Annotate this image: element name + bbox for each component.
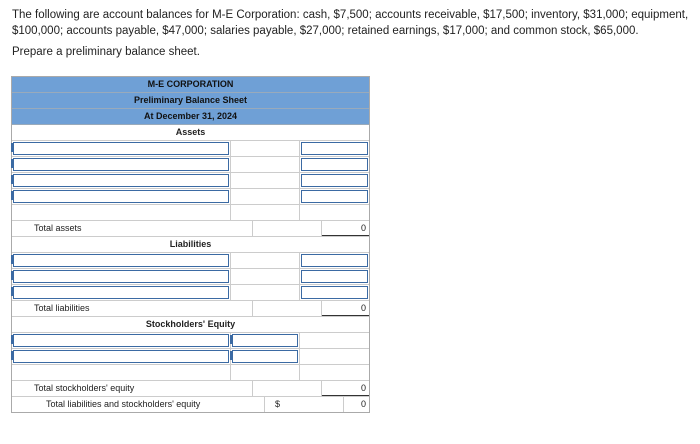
- asset-account-input[interactable]: [13, 142, 229, 155]
- total-liabilities-row: [12, 301, 369, 317]
- total-equity-row: [12, 381, 369, 397]
- company-name: M-E CORPORATION: [12, 77, 369, 93]
- blank-row: [12, 365, 369, 381]
- instruction-text: Prepare a preliminary balance sheet.: [12, 46, 200, 58]
- row-marker-icon: [11, 191, 13, 200]
- total-assets-value: 0: [322, 221, 369, 236]
- row-marker-icon: [11, 335, 13, 344]
- total-le-currency: $: [265, 397, 344, 412]
- equity-amount-input[interactable]: [232, 334, 298, 347]
- asset-amount-input[interactable]: [301, 158, 368, 171]
- liability-account-input[interactable]: [13, 286, 229, 299]
- liability-amount-input[interactable]: [301, 270, 368, 283]
- total-assets-label: Total assets: [12, 221, 253, 236]
- equity-account-input[interactable]: [13, 334, 229, 347]
- total-liabilities-value: 0: [322, 301, 369, 316]
- equity-row: [12, 349, 369, 365]
- asset-row: [12, 157, 369, 173]
- blank-row: [12, 205, 369, 221]
- total-le-value: 0: [360, 399, 366, 409]
- asset-amount-input[interactable]: [301, 142, 368, 155]
- equity-account-input[interactable]: [13, 350, 229, 363]
- liability-account-input[interactable]: [13, 254, 229, 267]
- section-equity: Stockholders' Equity: [12, 317, 369, 333]
- asset-account-input[interactable]: [13, 190, 229, 203]
- row-marker-icon: [230, 351, 232, 360]
- total-le-label: Total liabilities and stockholders' equity: [12, 397, 265, 412]
- row-marker-icon: [11, 175, 13, 184]
- asset-row: [12, 189, 369, 205]
- row-marker-icon: [11, 159, 13, 168]
- liability-account-input[interactable]: [13, 270, 229, 283]
- row-marker-icon: [230, 335, 232, 344]
- liability-row: [12, 253, 369, 269]
- asset-account-input[interactable]: [13, 174, 229, 187]
- balance-sheet-table: [11, 76, 370, 413]
- row-marker-icon: [11, 271, 13, 280]
- liability-amount-input[interactable]: [301, 254, 368, 267]
- sheet-title: Preliminary Balance Sheet: [12, 93, 369, 109]
- total-equity-label: Total stockholders' equity: [12, 381, 253, 396]
- row-marker-icon: [11, 351, 13, 360]
- liability-amount-input[interactable]: [301, 286, 368, 299]
- equity-amount-input[interactable]: [232, 350, 298, 363]
- asset-account-input[interactable]: [13, 158, 229, 171]
- total-liabilities-label: Total liabilities: [12, 301, 253, 316]
- section-assets: Assets: [12, 125, 369, 141]
- asset-amount-input[interactable]: [301, 174, 368, 187]
- sheet-date: At December 31, 2024: [12, 109, 369, 125]
- question-text: The following are account balances for M-E Corporation: cash, $7,500; accounts receivable, $17,500; inventory, $31,000; equipment, $100,000; accounts payable, $47,000; salaries payable, $27,000; retained earnings, $17,000; and common stock, $65,000.: [12, 9, 689, 37]
- equity-row: [12, 333, 369, 349]
- total-assets-row: [12, 221, 369, 237]
- liability-row: [12, 285, 369, 301]
- row-marker-icon: [11, 287, 13, 296]
- total-equity-value: 0: [322, 381, 369, 396]
- section-liabilities: Liabilities: [12, 237, 369, 253]
- row-marker-icon: [11, 255, 13, 264]
- asset-amount-input[interactable]: [301, 190, 368, 203]
- asset-row: [12, 173, 369, 189]
- total-le-row: [12, 397, 369, 412]
- asset-row: [12, 141, 369, 157]
- liability-row: [12, 269, 369, 285]
- row-marker-icon: [11, 143, 13, 152]
